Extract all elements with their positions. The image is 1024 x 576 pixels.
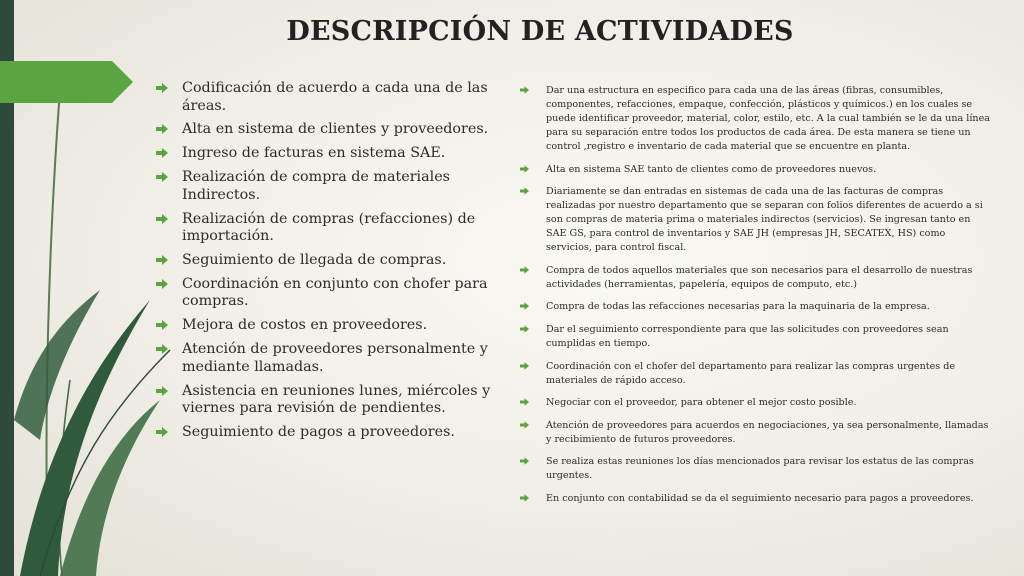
- leaf-shape-1: [20, 300, 150, 576]
- arrow-right-icon: [156, 124, 168, 134]
- curved-stem-line-2: [59, 380, 70, 576]
- activities-summary-list: [156, 80, 492, 448]
- detail-item: [520, 84, 990, 154]
- leaf-shape-2: [60, 400, 160, 576]
- arrow-right-icon: [520, 302, 529, 310]
- arrow-right-icon: [156, 279, 168, 289]
- summary-item: [156, 211, 492, 246]
- arrow-right-icon: [520, 165, 529, 173]
- arrow-right-icon: [520, 86, 529, 94]
- summary-item: [156, 424, 492, 442]
- detail-item: [520, 360, 990, 388]
- detail-item-text: Dar una estructura en especifico para cada una de las áreas (fibras, consumibles, componentes, refacciones, empaque, confección, plásticos y químicos.) en los cuales se puede identificar proveedor, material, color, estilo, etc. A la cual también se le da una línea para su separación entre todos los productos de cada área. De esta manera se tiene un control ,registro e inventario de cada material que se encuentre en planta.: [546, 85, 990, 152]
- arrow-right-icon: [156, 386, 168, 396]
- arrow-right-icon: [156, 148, 168, 158]
- summary-item: [156, 145, 492, 163]
- summary-item-text: Asistencia en reuniones lunes, miércoles y viernes para revisión de pendientes.: [182, 382, 491, 417]
- detail-item: [520, 455, 990, 483]
- detail-item: [520, 492, 990, 506]
- detail-item: [520, 323, 990, 351]
- summary-item-text: Seguimiento de llegada de compras.: [182, 251, 447, 268]
- summary-item-text: Codificación de acuerdo a cada una de las áreas.: [182, 80, 488, 114]
- arrow-right-icon: [520, 494, 529, 502]
- summary-item-text: Alta en sistema de clientes y proveedores.: [182, 121, 489, 138]
- arrow-right-icon: [156, 255, 168, 265]
- detail-item: [520, 300, 990, 314]
- arrow-right-icon: [520, 187, 529, 195]
- detail-item: [520, 419, 990, 447]
- summary-item-text: Atención de proveedores personalmente y mediante llamadas.: [182, 341, 488, 375]
- arrow-right-icon: [520, 362, 529, 370]
- summary-item: [156, 341, 492, 376]
- detail-item: [520, 163, 990, 177]
- arrow-right-icon: [520, 266, 529, 274]
- thin-leaf-stroke: [40, 350, 170, 576]
- summary-item: [156, 121, 492, 139]
- arrow-right-icon: [520, 421, 529, 429]
- detail-item-text: Se realiza estas reuniones los días mencionados para revisar los estatus de las compras urgentes.: [546, 456, 974, 482]
- arrow-right-icon: [156, 427, 168, 437]
- arrow-right-icon: [156, 320, 168, 330]
- detail-item-text: Compra de todos aquellos materiales que son necesarios para el desarrollo de nuestras actividades (herramientas, papelería, equipos de computo, etc.): [546, 264, 973, 290]
- summary-item-text: Seguimiento de pagos a proveedores.: [182, 423, 455, 440]
- arrow-right-icon: [520, 398, 529, 406]
- detail-item-text: Diariamente se dan entradas en sistemas de cada una de las facturas de compras realizadas por nuestro departamento que se separan con folios diferentes de acuerdo a si son compras de materia prima o materiales indirectos (servicios). Se ingresan tanto en SAE GS, para control de inventarios y SAE JH (empresas JH, SECATEX, HS) como servicios, para control fiscal.: [546, 186, 983, 254]
- detail-item-text: Atención de proveedores para acuerdos en negociaciones, ya sea personalmente, llamadas y recibimiento de futuros proveedores.: [546, 419, 989, 445]
- summary-item: [156, 169, 492, 204]
- summary-item: [156, 317, 492, 335]
- summary-item-text: Ingreso de facturas en sistema SAE.: [182, 145, 446, 162]
- left-dark-strip: [0, 0, 14, 576]
- arrow-right-icon: [520, 457, 529, 465]
- activities-detail-list: [520, 84, 990, 515]
- arrow-right-icon: [156, 172, 168, 182]
- arrow-right-icon: [520, 325, 529, 333]
- detail-item-text: Compra de todas las refacciones necesarias para la maquinaria de la empresa.: [546, 301, 930, 313]
- summary-item: [156, 80, 492, 115]
- arrow-right-icon: [156, 83, 168, 93]
- detail-item: [520, 396, 990, 410]
- green-title-arrow: [0, 61, 133, 103]
- summary-item-text: Mejora de costos en proveedores.: [182, 317, 428, 334]
- detail-item-text: Alta en sistema SAE tanto de clientes como de proveedores nuevos.: [546, 163, 877, 175]
- summary-item-text: Coordinación en conjunto con chofer para compras.: [182, 275, 488, 310]
- detail-item: [520, 264, 990, 292]
- summary-item-text: Realización de compra de materiales Indirectos.: [182, 169, 451, 203]
- summary-item: [156, 276, 492, 311]
- detail-item-text: Coordinación con el chofer del departamento para realizar las compras urgentes de materiales de rápido acceso.: [546, 360, 956, 386]
- leaf-shape-3: [14, 290, 100, 440]
- summary-item: [156, 252, 492, 270]
- page-title: DESCRIPCIÓN DE ACTIVIDADES: [286, 16, 794, 47]
- curved-stem-line-1: [47, 90, 61, 576]
- arrow-right-icon: [156, 344, 168, 354]
- detail-item-text: En conjunto con contabilidad se da el seguimiento necesario para pagos a proveedores.: [546, 492, 974, 504]
- summary-item: [156, 383, 492, 418]
- detail-item: [520, 185, 990, 255]
- arrow-right-icon: [156, 214, 168, 224]
- summary-item-text: Realización de compras (refacciones) de importación.: [182, 210, 476, 245]
- detail-item-text: Dar el seguimiento correspondiente para que las solicitudes con proveedores sean cumplidas en tiempo.: [546, 323, 949, 349]
- detail-item-text: Negociar con el proveedor, para obtener el mejor costo posible.: [546, 397, 857, 409]
